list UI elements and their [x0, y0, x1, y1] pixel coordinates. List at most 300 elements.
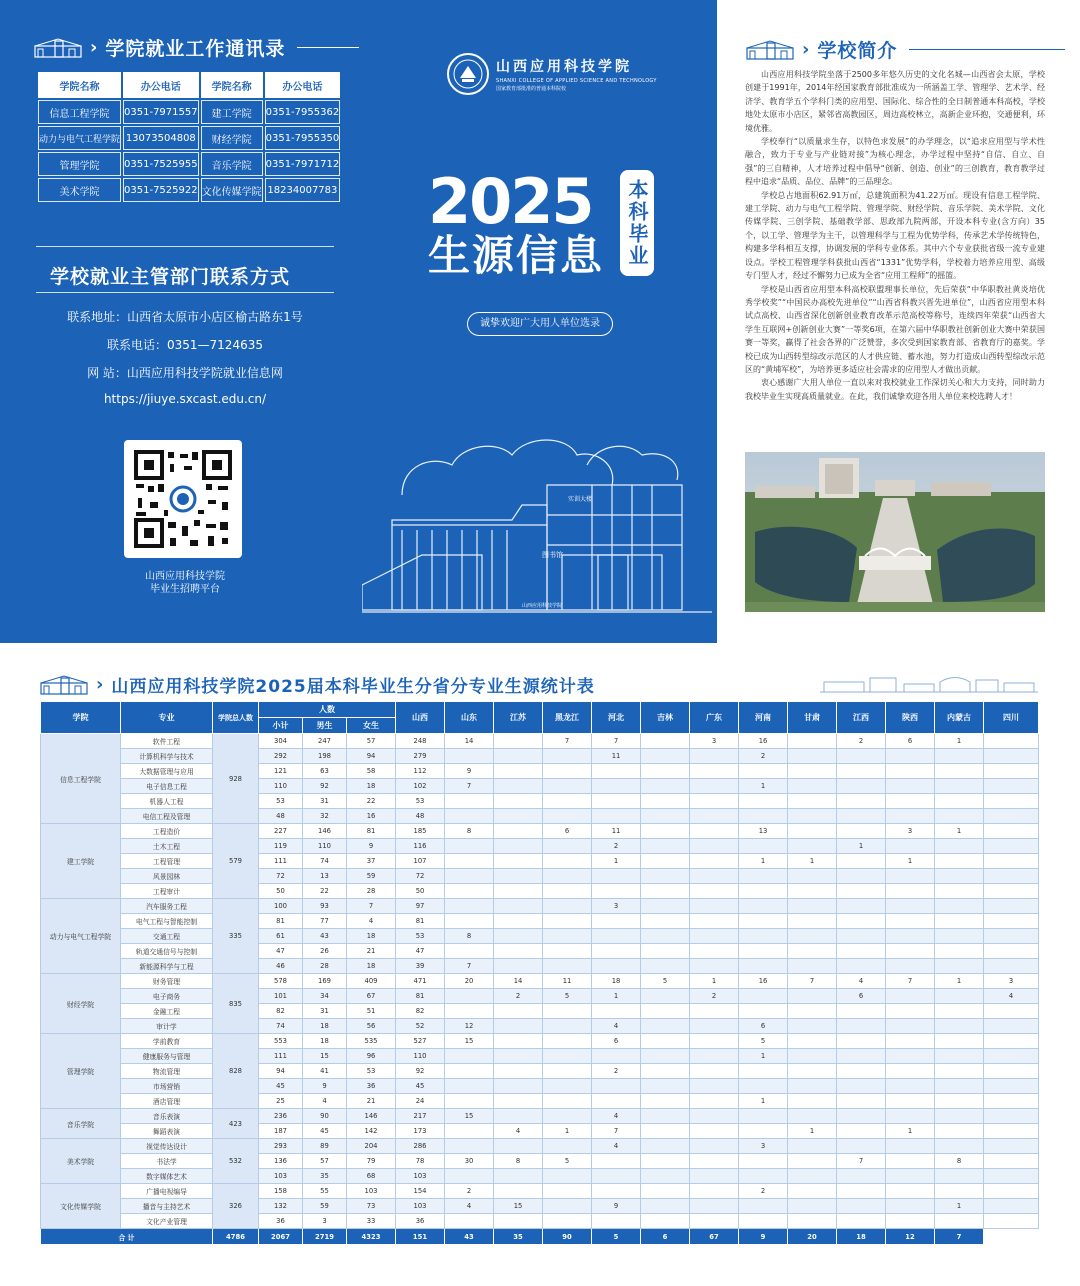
count-cell: 94 — [259, 1064, 303, 1079]
province-count-cell — [886, 1079, 935, 1094]
total-count-cell: 18 — [837, 1229, 886, 1245]
table-row — [41, 1169, 1039, 1184]
dept-address: 联系地址：山西省太原市小店区榆古路东1号 — [67, 310, 303, 324]
province-count-cell — [641, 914, 690, 929]
province-count-cell: 3 — [984, 974, 1039, 989]
total-count-cell: 20 — [788, 1229, 837, 1245]
province-count-cell — [935, 764, 984, 779]
province-count-cell — [739, 1169, 788, 1184]
table-row — [41, 884, 1039, 899]
province-count-cell — [494, 824, 543, 839]
dept-heading: 学校就业主管部门联系方式 — [49, 266, 290, 288]
province-count-cell: 471 — [396, 974, 445, 989]
province-count-cell — [935, 1124, 984, 1139]
province-count-cell — [592, 959, 641, 974]
count-cell: 169 — [303, 974, 347, 989]
count-cell: 58 — [347, 764, 396, 779]
province-count-cell — [788, 1064, 837, 1079]
contact-college: 文化传媒学院 — [201, 178, 263, 202]
province-count-cell — [984, 1034, 1039, 1049]
province-count-cell — [690, 929, 739, 944]
province-count-cell — [641, 1019, 690, 1034]
major-name-cell: 工程管理 — [121, 854, 213, 869]
province-count-cell — [788, 1139, 837, 1154]
province-count-cell — [837, 1169, 886, 1184]
major-name-cell: 交通工程 — [121, 929, 213, 944]
header-province: 广东 — [690, 702, 739, 734]
major-name-cell: 酒店管理 — [121, 1094, 213, 1109]
header-male: 男生 — [303, 718, 347, 734]
header-college: 学院 — [41, 702, 121, 734]
province-count-cell — [592, 944, 641, 959]
province-count-cell: 20 — [445, 974, 494, 989]
province-count-cell — [641, 1154, 690, 1169]
province-count-cell — [788, 899, 837, 914]
province-count-cell: 92 — [396, 1064, 445, 1079]
table-row — [41, 779, 1039, 794]
count-cell: 535 — [347, 1034, 396, 1049]
province-count-cell: 185 — [396, 824, 445, 839]
province-count-cell: 1 — [935, 824, 984, 839]
province-count-cell — [788, 989, 837, 1004]
count-cell: 187 — [259, 1124, 303, 1139]
contact-row — [38, 100, 340, 124]
province-count-cell — [543, 809, 592, 824]
province-count-cell — [543, 764, 592, 779]
province-count-cell: 4 — [592, 1019, 641, 1034]
intro-heading-group — [746, 36, 1065, 63]
province-count-cell — [494, 1094, 543, 1109]
province-count-cell: 4 — [494, 1124, 543, 1139]
province-count-cell — [641, 839, 690, 854]
campus-building-icon — [40, 675, 88, 695]
province-count-cell — [837, 1214, 886, 1229]
province-count-cell — [935, 944, 984, 959]
cover-panel — [0, 0, 717, 643]
province-count-cell — [739, 899, 788, 914]
college-name-cell: 音乐学院 — [41, 1109, 121, 1139]
province-count-cell — [690, 869, 739, 884]
province-count-cell: 217 — [396, 1109, 445, 1124]
table-row — [41, 734, 1039, 749]
count-cell: 28 — [347, 884, 396, 899]
contact-header-college-1: 学院名称 — [38, 72, 121, 98]
stats-heading: 山西应用科技学院2025届本科毕业生分省分专业生源统计表 — [111, 677, 595, 697]
count-cell: 37 — [347, 854, 396, 869]
province-count-cell — [690, 779, 739, 794]
province-count-cell — [935, 899, 984, 914]
college-total-cell: 835 — [213, 974, 259, 1034]
college-total-cell: 579 — [213, 824, 259, 899]
province-count-cell — [445, 839, 494, 854]
count-cell: 92 — [303, 779, 347, 794]
province-count-cell: 3 — [739, 1139, 788, 1154]
province-count-cell — [837, 794, 886, 809]
province-count-cell — [641, 1094, 690, 1109]
province-count-cell — [886, 869, 935, 884]
qr-code[interactable] — [124, 440, 242, 558]
major-name-cell: 广播电视编导 — [121, 1184, 213, 1199]
campus-aerial-photo — [745, 452, 1045, 612]
header-female: 女生 — [347, 718, 396, 734]
count-cell: 293 — [259, 1139, 303, 1154]
count-cell: 79 — [347, 1154, 396, 1169]
province-count-cell — [739, 914, 788, 929]
province-count-cell — [690, 1199, 739, 1214]
contact-row — [38, 152, 340, 176]
count-cell: 50 — [259, 884, 303, 899]
province-count-cell — [837, 1109, 886, 1124]
intro-paragraph: 学校是山西省应用型本科高校联盟理事长单位，先后荣获“中华职教社黄炎培优秀学校奖”“中国民办高校先进单位”“山西省科教兴晋先进单位”，山西省应用型本科试点高校、山西省深化创新创业教育改革示范高校等称号，连续四年荣获“山西省大学生互联网+创新创业大赛”一等奖6项，在第六届中华职教社创新创业大赛中荣获国赛一等奖，赢得了社会各界的广泛赞誉，多次受到国家教育部、省教育厅的嘉奖。学校已成为山西转型综改示范区的人才供应链、蓄水池，努力打造成山西转型综改示范区的“黄埔军校”，为培养更多适应社会需求的应用型人才做出贡献。 — [745, 284, 1045, 374]
school-logo — [446, 52, 657, 96]
count-cell: 67 — [347, 989, 396, 1004]
welcome-pill: 诚挚欢迎广大用人单位选录 — [467, 312, 613, 336]
count-cell: 28 — [303, 959, 347, 974]
province-count-cell — [935, 1214, 984, 1229]
province-count-cell — [886, 794, 935, 809]
contact-row — [38, 126, 340, 150]
province-count-cell: 18 — [592, 974, 641, 989]
header-province: 黑龙江 — [543, 702, 592, 734]
province-count-cell — [543, 914, 592, 929]
province-count-cell: 1 — [543, 1124, 592, 1139]
total-count-cell: 2719 — [303, 1229, 347, 1245]
college-total-cell: 828 — [213, 1034, 259, 1109]
province-count-cell: 11 — [592, 749, 641, 764]
contact-phone: 0351-7971712 — [265, 152, 341, 176]
province-count-cell — [984, 794, 1039, 809]
dept-website: 网 站：山西应用科技学院就业信息网 — [87, 366, 283, 380]
total-count-cell: 7 — [935, 1229, 984, 1245]
province-count-cell — [935, 1169, 984, 1184]
province-count-cell — [837, 869, 886, 884]
province-count-cell — [935, 884, 984, 899]
province-count-cell — [494, 764, 543, 779]
contact-phone: 0351-7955362 — [265, 100, 341, 124]
contact-phone: 0351-7525955 — [123, 152, 199, 176]
province-count-cell: 12 — [445, 1019, 494, 1034]
province-count-cell — [935, 959, 984, 974]
province-count-cell: 16 — [739, 734, 788, 749]
province-count-cell: 1 — [886, 1124, 935, 1139]
count-cell: 7 — [347, 899, 396, 914]
contact-college: 动力与电气工程学院 — [38, 126, 121, 150]
campus-building-icon — [34, 38, 82, 58]
province-count-cell: 1 — [886, 854, 935, 869]
province-count-cell: 6 — [543, 824, 592, 839]
count-cell: 100 — [259, 899, 303, 914]
province-count-cell: 6 — [592, 1034, 641, 1049]
province-count-cell — [837, 914, 886, 929]
count-cell: 43 — [303, 929, 347, 944]
province-count-cell — [984, 764, 1039, 779]
header-province: 四川 — [984, 702, 1039, 734]
count-cell: 292 — [259, 749, 303, 764]
header-college-total: 学院总人数 — [213, 702, 259, 734]
province-count-cell — [788, 734, 837, 749]
count-cell: 81 — [259, 914, 303, 929]
province-count-cell — [641, 749, 690, 764]
province-count-cell — [494, 854, 543, 869]
province-count-cell: 78 — [396, 1154, 445, 1169]
province-count-cell — [935, 929, 984, 944]
province-count-cell — [641, 869, 690, 884]
table-row — [41, 764, 1039, 779]
province-count-cell: 16 — [739, 974, 788, 989]
contact-phone: 0351-7525922 — [123, 178, 199, 202]
province-count-cell — [837, 1004, 886, 1019]
province-count-cell: 1 — [739, 854, 788, 869]
province-count-cell — [984, 1214, 1039, 1229]
heading-rule — [297, 47, 359, 48]
header-province: 甘肃 — [788, 702, 837, 734]
count-cell: 304 — [259, 734, 303, 749]
province-count-cell: 48 — [396, 809, 445, 824]
count-cell: 46 — [259, 959, 303, 974]
intro-paragraph: 衷心感谢广大用人单位一直以来对我校就业工作深切关心和大力支持，同时助力我校毕业生实现高质量就业。在此，我们诚挚欢迎各用人单位来校选聘人才！ — [745, 378, 1045, 401]
count-cell: 82 — [259, 1004, 303, 1019]
count-cell: 132 — [259, 1199, 303, 1214]
province-count-cell — [886, 944, 935, 959]
province-count-cell — [739, 1004, 788, 1019]
province-count-cell — [592, 764, 641, 779]
count-cell: 57 — [347, 734, 396, 749]
major-name-cell: 学前教育 — [121, 1034, 213, 1049]
province-count-cell — [690, 1184, 739, 1199]
province-count-cell: 97 — [396, 899, 445, 914]
province-count-cell — [886, 764, 935, 779]
province-count-cell: 112 — [396, 764, 445, 779]
contact-college: 信息工程学院 — [38, 100, 121, 124]
province-count-cell — [788, 1019, 837, 1034]
count-cell: 110 — [259, 779, 303, 794]
province-count-cell: 1 — [739, 1094, 788, 1109]
province-count-cell — [592, 1154, 641, 1169]
province-count-cell — [690, 1154, 739, 1169]
table-row — [41, 1049, 1039, 1064]
province-count-cell — [543, 869, 592, 884]
province-count-cell — [543, 1199, 592, 1214]
header-province: 河北 — [592, 702, 641, 734]
count-cell: 90 — [303, 1109, 347, 1124]
province-count-cell — [690, 1124, 739, 1139]
province-count-cell — [984, 899, 1039, 914]
province-count-cell — [886, 1154, 935, 1169]
province-count-cell: 8 — [445, 929, 494, 944]
province-count-cell — [494, 929, 543, 944]
province-count-cell — [690, 1109, 739, 1124]
province-count-cell — [445, 1004, 494, 1019]
province-count-cell — [690, 1139, 739, 1154]
total-count-cell: 151 — [396, 1229, 445, 1245]
count-cell: 94 — [347, 749, 396, 764]
province-count-cell — [592, 1079, 641, 1094]
count-cell: 22 — [347, 794, 396, 809]
province-count-cell — [935, 1004, 984, 1019]
count-cell: 111 — [259, 1049, 303, 1064]
province-count-cell — [445, 1214, 494, 1229]
province-count-cell: 7 — [886, 974, 935, 989]
province-count-cell — [886, 1049, 935, 1064]
province-count-cell — [543, 749, 592, 764]
province-count-cell — [494, 869, 543, 884]
province-count-cell — [837, 1079, 886, 1094]
province-count-cell — [984, 749, 1039, 764]
province-count-cell — [445, 884, 494, 899]
college-total-cell: 335 — [213, 899, 259, 974]
contacts-heading-group — [34, 34, 359, 61]
province-count-cell: 11 — [592, 824, 641, 839]
logo-name: 山西应用科技学院 — [496, 59, 632, 75]
province-count-cell — [641, 1004, 690, 1019]
province-count-cell — [788, 1184, 837, 1199]
table-row — [41, 1139, 1039, 1154]
contact-college: 建工学院 — [201, 100, 263, 124]
province-count-cell — [984, 1154, 1039, 1169]
table-row — [41, 959, 1039, 974]
province-count-cell: 8 — [445, 824, 494, 839]
contact-college: 音乐学院 — [201, 152, 263, 176]
province-count-cell — [494, 839, 543, 854]
contact-phone: 0351-7971557 — [123, 100, 199, 124]
province-count-cell: 7 — [788, 974, 837, 989]
province-count-cell — [494, 1079, 543, 1094]
province-count-cell — [984, 824, 1039, 839]
count-cell: 32 — [303, 809, 347, 824]
total-count-cell: 12 — [886, 1229, 935, 1245]
province-count-cell — [641, 1109, 690, 1124]
province-count-cell — [543, 1049, 592, 1064]
contact-phone: 0351-7955350 — [265, 126, 341, 150]
province-count-cell — [494, 1049, 543, 1064]
table-row — [41, 1214, 1039, 1229]
major-name-cell: 计算机科学与技术 — [121, 749, 213, 764]
major-name-cell: 软件工程 — [121, 734, 213, 749]
province-count-cell: 13 — [739, 824, 788, 839]
total-count-cell: 4786 — [213, 1229, 259, 1245]
province-count-cell — [641, 1079, 690, 1094]
count-cell: 101 — [259, 989, 303, 1004]
drawing-school-sign: 山西应用科技学院 — [522, 603, 563, 609]
province-count-cell — [494, 914, 543, 929]
count-cell: 35 — [303, 1169, 347, 1184]
province-count-cell — [494, 1139, 543, 1154]
qr-code-icon — [124, 440, 242, 558]
table-row — [41, 1184, 1039, 1199]
province-count-cell — [494, 959, 543, 974]
province-count-cell — [690, 1214, 739, 1229]
table-row — [41, 794, 1039, 809]
college-total-cell: 928 — [213, 734, 259, 824]
province-count-cell — [837, 749, 886, 764]
table-row — [41, 929, 1039, 944]
province-count-cell — [984, 1019, 1039, 1034]
province-count-cell — [984, 734, 1039, 749]
count-cell: 59 — [347, 869, 396, 884]
table-row — [41, 1094, 1039, 1109]
province-count-cell — [788, 929, 837, 944]
table-row — [41, 839, 1039, 854]
province-count-cell — [886, 989, 935, 1004]
table-row — [41, 914, 1039, 929]
province-count-cell — [592, 1184, 641, 1199]
province-count-cell: 4 — [445, 1199, 494, 1214]
contact-row — [38, 178, 340, 202]
province-count-cell — [739, 1079, 788, 1094]
province-count-cell: 15 — [445, 1034, 494, 1049]
province-count-cell: 47 — [396, 944, 445, 959]
header-province: 吉林 — [641, 702, 690, 734]
intro-paragraph: 山西应用科技学院坐落于2500多年悠久历史的文化名城—山西省会太原，学校创建于1991年，2014年经国家教育部批准成为一所涵盖工学、管理学、艺术学、经济学、教育学五个学科门类的应用型、国际化、综合性的全日制普通本科高校，学校地处太原市小店区，紧邻省高教园区，周边高校林立，高新企业环抱，交通便利，环境优雅。 — [745, 70, 1045, 133]
province-count-cell — [984, 779, 1039, 794]
province-count-cell — [690, 809, 739, 824]
dept-url[interactable]: https://jiuye.sxcast.edu.cn/ — [103, 392, 267, 406]
contact-phone: 13073504808 — [123, 126, 199, 150]
province-count-cell — [690, 824, 739, 839]
major-name-cell: 土木工程 — [121, 839, 213, 854]
graduate-badge: 本科毕业生 — [620, 170, 654, 276]
province-count-cell — [984, 1079, 1039, 1094]
province-count-cell — [641, 1139, 690, 1154]
count-cell: 142 — [347, 1124, 396, 1139]
count-cell: 72 — [259, 869, 303, 884]
province-count-cell — [543, 779, 592, 794]
count-cell: 55 — [303, 1184, 347, 1199]
province-count-cell: 39 — [396, 959, 445, 974]
major-name-cell: 风景园林 — [121, 869, 213, 884]
province-count-cell — [935, 779, 984, 794]
count-cell: 409 — [347, 974, 396, 989]
stats-table — [40, 701, 1039, 1245]
province-count-cell — [788, 1214, 837, 1229]
province-count-cell — [984, 1124, 1039, 1139]
total-count-cell: 2067 — [259, 1229, 303, 1245]
count-cell: 578 — [259, 974, 303, 989]
province-count-cell — [886, 1199, 935, 1214]
total-count-cell: 6 — [641, 1229, 690, 1245]
province-count-cell — [837, 899, 886, 914]
province-count-cell: 15 — [445, 1109, 494, 1124]
province-count-cell — [837, 1034, 886, 1049]
province-count-cell — [690, 854, 739, 869]
province-count-cell — [494, 899, 543, 914]
province-count-cell: 1 — [935, 974, 984, 989]
table-row — [41, 824, 1039, 839]
campus-line-drawing — [362, 425, 712, 625]
header-province: 山东 — [445, 702, 494, 734]
province-count-cell: 2 — [739, 749, 788, 764]
province-count-cell — [739, 1109, 788, 1124]
major-name-cell: 文化产业管理 — [121, 1214, 213, 1229]
major-name-cell: 电子信息工程 — [121, 779, 213, 794]
count-cell: 31 — [303, 1004, 347, 1019]
intro-paragraph: 学校总占地面积62.91万㎡，总建筑面积为41.22万㎡。现设有信息工程学院、建工学院、动力与电气工程学院、管理学院、财经学院、音乐学院、美术学院、文化传媒学院、三创学院、基础教学部、思政部九院两部，开设本科专业(含方向）35个，以工学、管理学为主干，以管理科学与工程为优势学科，传承艺术学传统特色，构建多学科相互支撑，协调发展的学科专业体系。其中六个专业获批省级一流专业建设点。学校工程管理学科获批山西省“1331”优势学科，学校着力培养应用型、高级专门型人才，经过不懈努力已成为全省“应用工程师”的摇篮。 — [745, 190, 1045, 281]
province-count-cell — [641, 1169, 690, 1184]
province-count-cell — [641, 809, 690, 824]
province-count-cell: 1 — [837, 839, 886, 854]
count-cell: 53 — [347, 1064, 396, 1079]
province-count-cell — [690, 794, 739, 809]
province-count-cell — [984, 854, 1039, 869]
province-count-cell: 102 — [396, 779, 445, 794]
province-count-cell — [739, 944, 788, 959]
province-count-cell — [641, 779, 690, 794]
major-name-cell: 播音与主持艺术 — [121, 1199, 213, 1214]
college-name-cell: 管理学院 — [41, 1034, 121, 1109]
province-count-cell: 7 — [445, 959, 494, 974]
province-count-cell — [543, 959, 592, 974]
campus-skyline-icon — [820, 674, 1038, 694]
